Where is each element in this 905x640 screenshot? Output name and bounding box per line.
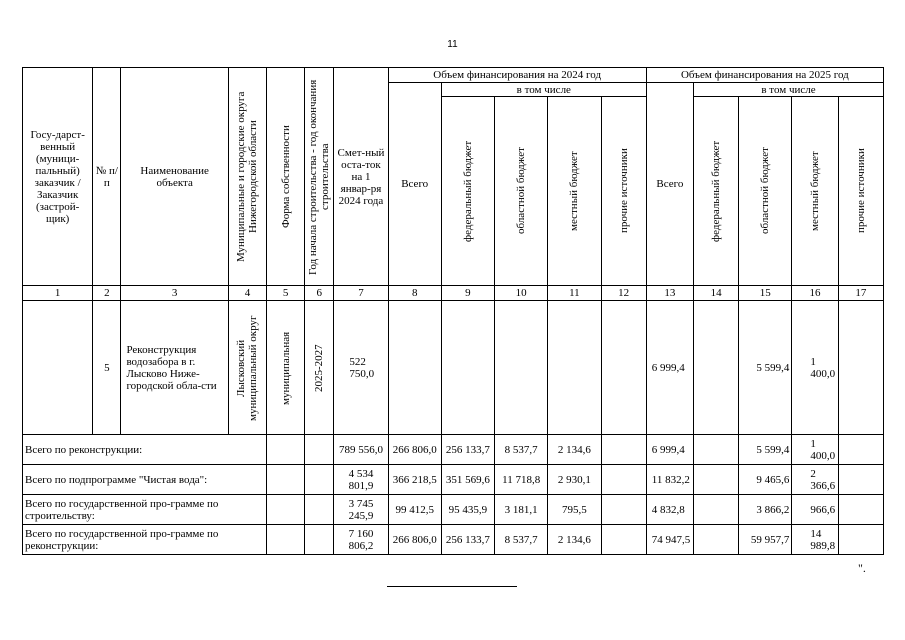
summary-empty [305,525,334,555]
summary-c11: 795,5 [548,495,601,525]
col-number: 1 [23,286,93,301]
summary-empty [267,525,305,555]
header-local-2025: местный бюджет [792,97,838,286]
header-federal-2025: федеральный бюджет [693,97,738,286]
summary-c10: 8 537,7 [495,525,548,555]
summary-label: Всего по государственной про-грамме по реконструкции: [23,525,267,555]
summary-c16: 2 366,6 [792,465,838,495]
summary-c16: 966,6 [792,495,838,525]
summary-c13: 74 947,5 [646,525,693,555]
header-object-name: Наименование объекта [121,68,228,286]
col-number: 6 [305,286,334,301]
summary-c11: 2 930,1 [548,465,601,495]
page-number: 11 [447,39,458,50]
summary-c8: 266 806,0 [388,525,441,555]
col-number: 15 [739,286,792,301]
object-c14 [693,301,738,435]
header-regional-2024: областной бюджет [495,97,548,286]
header-other-2024: прочие источники [601,97,646,286]
summary-c15: 3 866,2 [739,495,792,525]
header-fin-2025: Объем финансирования на 2025 год [646,68,883,83]
col-number: 9 [441,286,494,301]
summary-row [23,525,884,555]
summary-c7: 789 556,0 [334,435,388,465]
header-federal-2024: федеральный бюджет [441,97,494,286]
object-balance: 522 750,0 [334,301,388,435]
object-c11 [548,301,601,435]
header-regional-2025: областной бюджет [739,97,792,286]
col-number: 17 [838,286,883,301]
col-number: 5 [267,286,305,301]
summary-empty [838,495,883,525]
header-incl-2024: в том числе [441,83,646,97]
object-years: 2025-2027 [305,301,334,435]
object-row [23,301,884,435]
summary-c16: 14 989,8 [792,525,838,555]
object-c15: 5 599,4 [739,301,792,435]
summary-empty [838,435,883,465]
summary-c7: 3 745 245,9 [334,495,388,525]
col-number: 3 [121,286,228,301]
summary-empty [601,495,646,525]
summary-row [23,435,884,465]
summary-c8: 99 412,5 [388,495,441,525]
object-number: 5 [93,301,121,435]
object-c13: 6 999,4 [646,301,693,435]
summary-empty [693,525,738,555]
object-customer [23,301,93,435]
summary-empty [305,495,334,525]
summary-c15: 9 465,6 [739,465,792,495]
summary-empty [693,495,738,525]
col-number: 7 [334,286,388,301]
summary-label: Всего по государственной про-грамме по строительству: [23,495,267,525]
col-number: 12 [601,286,646,301]
header-customer: Госу-дарст-венный (муници-пальный) заказчик / Заказчик (застрой-щик) [23,68,93,286]
col-number: 2 [93,286,121,301]
header-total-2024: Всего [388,83,441,286]
financing-table [22,67,884,555]
summary-row [23,465,884,495]
summary-empty [305,435,334,465]
object-c8 [388,301,441,435]
footer-rule [387,586,517,587]
header-incl-2025: в том числе [693,83,883,97]
summary-label: Всего по подпрограмме "Чистая вода": [23,465,267,495]
col-number: 13 [646,286,693,301]
summary-empty [838,465,883,495]
object-c9 [441,301,494,435]
summary-empty [601,435,646,465]
summary-c13: 11 832,2 [646,465,693,495]
column-numbers-row [23,286,884,301]
summary-c13: 6 999,4 [646,435,693,465]
header-other-2025: прочие источники [838,97,883,286]
summary-c10: 3 181,1 [495,495,548,525]
summary-c15: 59 957,7 [739,525,792,555]
summary-c9: 256 133,7 [441,435,494,465]
col-number: 14 [693,286,738,301]
object-district: Лысковский муниципальный округ [228,301,266,435]
summary-c15: 5 599,4 [739,435,792,465]
object-c17 [838,301,883,435]
summary-empty [693,465,738,495]
summary-c9: 351 569,6 [441,465,494,495]
summary-c8: 366 218,5 [388,465,441,495]
col-number: 4 [228,286,266,301]
summary-empty [305,465,334,495]
object-name: Реконструкция водозабора в г. Лысково Ниже-городской обла-сти [121,301,228,435]
closing-quote-mark: ". [858,561,866,575]
summary-c7: 7 160 806,2 [334,525,388,555]
summary-empty [693,435,738,465]
object-c16: 1 400,0 [792,301,838,435]
summary-empty [267,495,305,525]
summary-empty [601,525,646,555]
header-number: № п/п [93,68,121,286]
summary-c10: 8 537,7 [495,435,548,465]
object-ownership: муниципальная [267,301,305,435]
object-c12 [601,301,646,435]
summary-c11: 2 134,6 [548,435,601,465]
header-district: Муниципальные и городские округа Нижегородской области [228,68,266,286]
header-years: Год начала строительства - год окончания строительства [305,68,334,286]
header-total-2025: Всего [646,83,693,286]
summary-c13: 4 832,8 [646,495,693,525]
object-c10 [495,301,548,435]
header-local-2024: местный бюджет [548,97,601,286]
summary-c9: 256 133,7 [441,525,494,555]
summary-c9: 95 435,9 [441,495,494,525]
header-fin-2024: Объем финансирования на 2024 год [388,68,646,83]
summary-c16: 1 400,0 [792,435,838,465]
summary-c11: 2 134,6 [548,525,601,555]
summary-c8: 266 806,0 [388,435,441,465]
summary-empty [267,435,305,465]
summary-label: Всего по реконструкции: [23,435,267,465]
col-number: 16 [792,286,838,301]
summary-row [23,495,884,525]
summary-c10: 11 718,8 [495,465,548,495]
col-number: 10 [495,286,548,301]
summary-empty [267,465,305,495]
header-balance: Смет-ный оста-ток на 1 январ-ря 2024 года [334,68,388,286]
summary-empty [838,525,883,555]
summary-c7: 4 534 801,9 [334,465,388,495]
col-number: 11 [548,286,601,301]
header-ownership: Форма собственности [267,68,305,286]
col-number: 8 [388,286,441,301]
summary-empty [601,465,646,495]
